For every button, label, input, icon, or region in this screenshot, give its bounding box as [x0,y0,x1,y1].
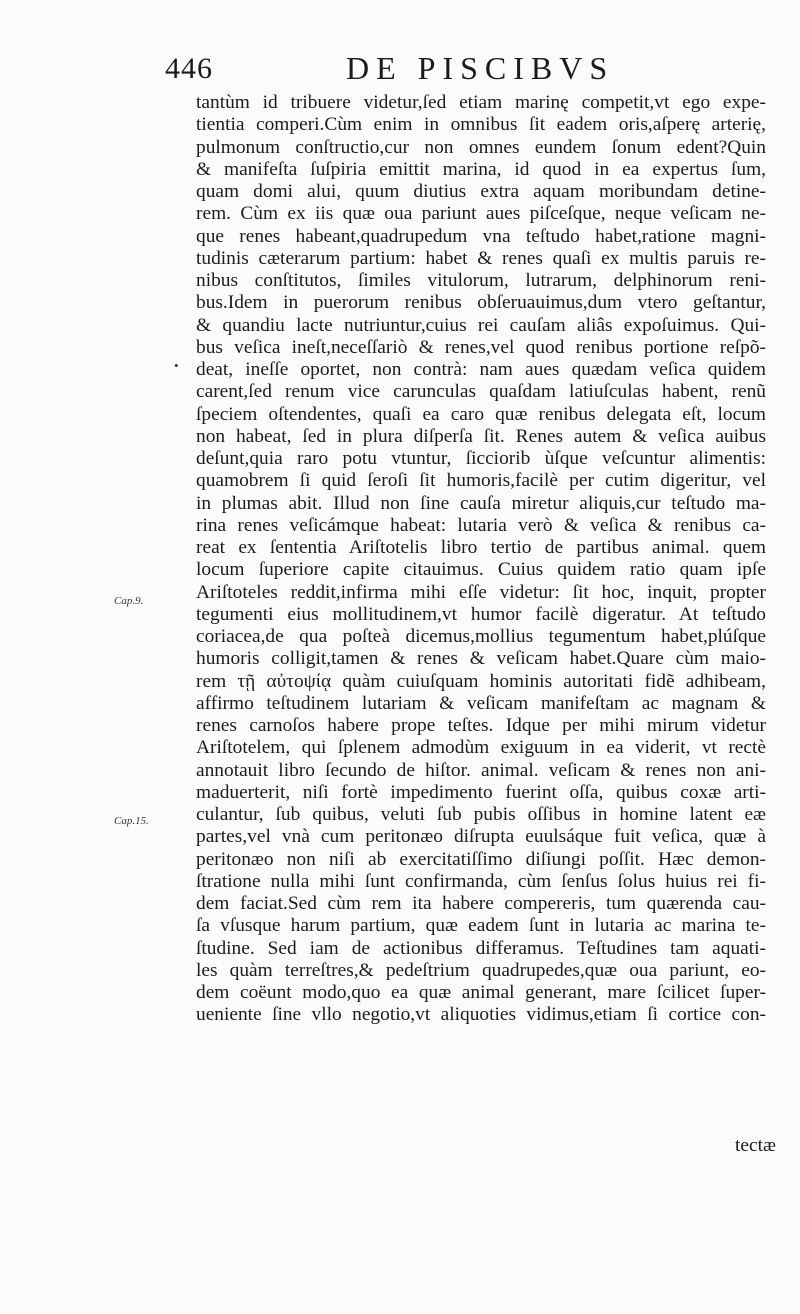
text-line: bus.Idem in puerorum renibus obſeruauimus,dum vtero geſtantur, [196,292,766,314]
text-line: rina renes veſicámque habeat: lutaria verò & veſica & renibus ca- [196,514,766,536]
text-line: rem. Cùm ex iis quæ oua pariunt aues piſceſque, neque veſicam ne- [196,203,766,225]
text-line: ſtratione nulla mihi ſunt confirmanda, cùm ſenſus ſolus huius rei fi- [196,870,766,892]
text-line: tientia comperi.Cùm enim in omnibus ſit eadem oris,aſperę arterię, [196,114,766,136]
marginal-note-chapter-15: Cap.15. [114,815,149,827]
text-line: partes,vel vnà cum peritonæo diſrupta euulsáque fuit veſica, quæ à [196,826,766,848]
text-line: in plumas abit. Illud non ſine cauſa miretur aliquis,cur teſtudo ma- [196,492,766,514]
text-line: humoris colligit,tamen & renes & veſicam habet.Quare cùm maio- [196,648,766,670]
text-line: & quandiu lacte nutriuntur,cuius rei cauſam aliâs expoſuimus. Qui- [196,314,766,336]
text-line: culantur, ſub quibus, veluti ſub pubis oſſibus in homine latent eæ [196,804,766,825]
text-line: bus veſica ineſt,neceſſariò & renes,vel quod renibus portione reſpõ- [196,336,766,358]
text-line: ſa vſusque harum partium, quæ eadem ſunt in lutaria ac marina te- [196,915,766,937]
text-line: dem coëunt modo,quo ea quæ animal generant, mare ſcilicet ſuper- [196,982,766,1003]
text-line: Ariſtotelem, qui ſplenem admodùm exiguum in ea viderit, vt rectè [196,737,766,759]
text-line: quamobrem ſi quid ſeroſi ſit humoris,facilè per cutim digeritur, vel [196,470,766,492]
catchword: tectæ [735,1135,776,1156]
text-line: tantùm id tribuere videtur,ſed etiam marinę competit,vt ego expe- [196,92,766,113]
text-line: deſunt,quia raro potu vtuntur, ſicciorib ùſque veſcuntur alimentis: [196,448,766,469]
text-line: peritonæo non niſi ab exercitatiſſimo diſiungi poſſit. Hæc demon- [196,848,766,870]
text-line: que renes habeant,quadrupedum vna teſtudo habet,ratione magni- [196,225,766,247]
text-line: annotauit libro ſecundo de hiſtor. animal. veſicam & renes non ani- [196,759,766,781]
text-line: rem τῇ αὐτοψίᾳ quàm cuiuſquam hominis autoritati fidẽ adhibeam, [196,670,766,692]
body-text-block [196,92,766,1027]
text-line: nibus conſtitutos, ſimiles vitulorum, lutrarum, delphinorum reni- [196,270,766,291]
text-line: renes carnoſos habere prope teſtes. Idque per mihi mirum videtur [196,715,766,736]
text-line: tegumenti eius mollitudinem,vt humor facilè digeratur. At teſtudo [196,603,766,625]
text-line: coriacea,de qua poſteà dicemus,mollius tegumentum habet,plúſque [196,626,766,647]
text-line: quam domi alui, quum diutius extra aquam moribundam detine- [196,181,766,202]
text-line: ueniente ſine vllo negotio,vt aliquoties vidimus,etiam ſi cortice con- [196,1004,766,1026]
text-line: tudinis cæterarum partium: habet & renes quaſi ex multis paruis re- [196,247,766,269]
text-line: locum ſuperiore capite citauimus. Cuius quidem ratio quam ipſe [196,559,766,581]
text-line: & manifeſta ſuſpiria emittit marina, id quod in ea expertus ſum, [196,158,766,180]
text-line: non habeat, ſed in plura diſperſa ſit. Renes autem & veſica auibus [196,425,766,447]
running-title: DE PISCIBVS [346,50,615,86]
margin-mark: • [174,358,179,373]
text-line: ſpeciem oſtendentes, quaſi ea caro quæ renibus delegata eſt, locum [196,403,766,425]
text-line: les quàm terreſtres,& pedeſtrium quadrupedes,quæ oua pariunt, eo- [196,959,766,981]
text-line: Ariſtoteles reddit,infirma mihi eſſe videtur: ſit hoc, inquit, propter [196,581,766,603]
text-line: affirmo teſtudinem lutariam & veſicam manifeſtam ac magnam & [196,692,766,714]
text-line: pulmonum conſtructio,cur non omnes eundem ſonum edent?Quin [196,136,766,158]
text-line: maduerterit, niſi fortè impedimento fuerint oſſa, quibus coxæ arti- [196,781,766,803]
text-line: deat, ineſſe oportet, non contrà: nam aues quædam veſica quidem [196,359,766,380]
text-line: carent,ſed renum vice carunculas quaſdam latiuſculas habent, renũ [196,381,766,403]
text-line: reat ex ſententia Ariſtotelis libro tertio de partibus animal. quem [196,537,766,558]
marginal-note-chapter-9: Cap.9. [114,595,144,607]
text-line: ſtudine. Sed iam de actionibus differamus. Teſtudines tam aquati- [196,937,766,959]
page-number: 446 [165,52,213,85]
text-line: dem faciat.Sed cùm rem ita habere compereris, tum quærenda cau- [196,893,766,914]
